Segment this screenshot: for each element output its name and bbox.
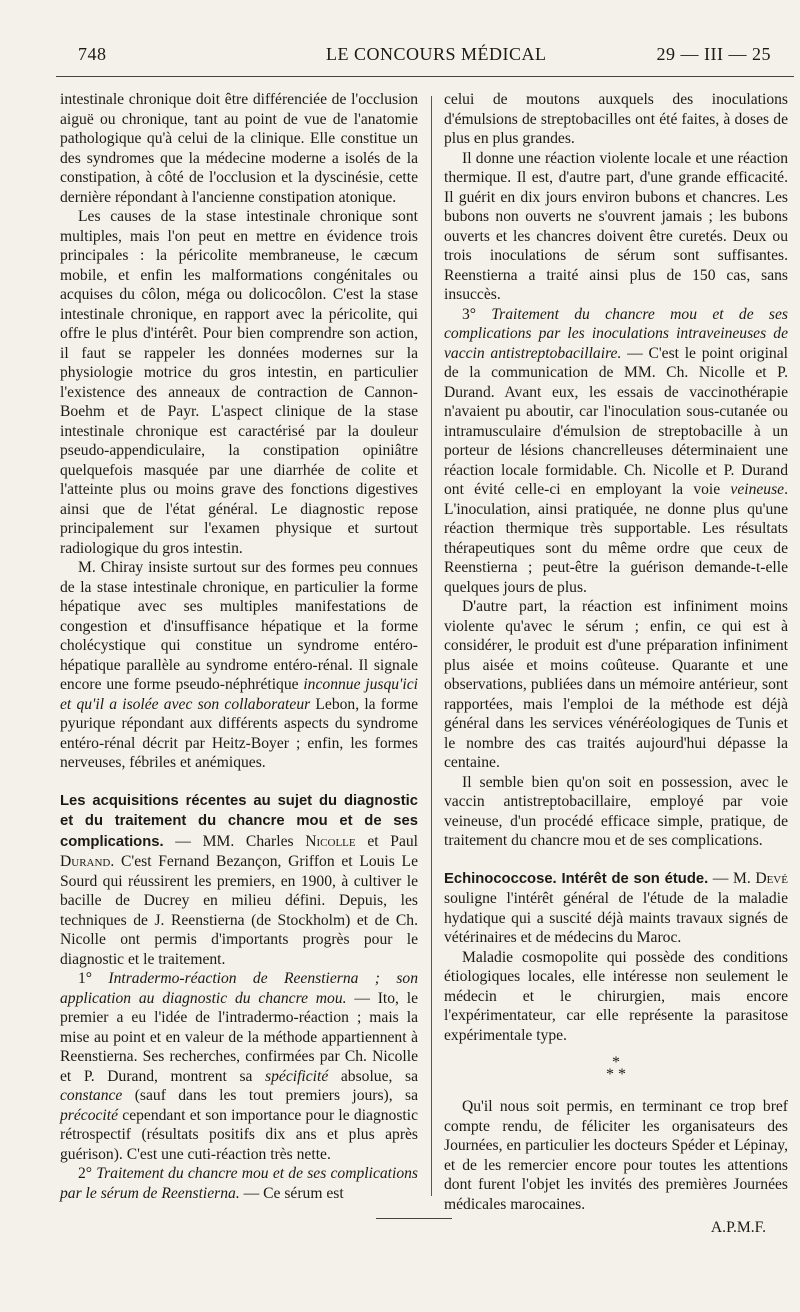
paragraph: Qu'il nous soit permis, en terminant ce trop bref compte rendu, de féliciter les organisateurs des Journées, en particulier les docteurs Spéder et Lépinay, et de les remercier encore pour toutes les attentions dont furent l'objet les invités des premières Journées médicales marocaines. — [444, 1098, 788, 1213]
author-name: Nicolle — [305, 832, 356, 850]
section-title: Les acquisitions récentes au sujet du diagnostic et du traitement du chancre mou et de ses complications. — [60, 792, 418, 850]
page-number: 748 — [78, 44, 107, 64]
author-name: Durand — [60, 853, 111, 870]
paragraph: M. Chiray insiste surtout sur des formes peu connues de la stase intestinale chronique, en particulier la forme hépatique avec ses multiples manifestations de congestion et d'insuffisance hépatique et la forme cholécystique qui constitue un syndrome entéro-hépatique parallèle au syndrome entéro-rénal. Il signale encore une forme pseudo-néphrétique inconnue jusqu'ici et qu'il a isolée avec son collaborateur Lebon, la forme pyurique répondant aux différents aspects du syndrome entéro-rénal décrit par Heitz-Boyer ; enfin, les formes nerveuses, fébriles et anémiques. — [60, 559, 419, 771]
paragraph: Il donne une réaction violente locale et une réaction thermique. Il est, d'autre part, d'une grande efficacité. Il guérit en dix jours environ bubons et chancres. Les bubons non ouverts ne s'ouvrent jamais ; les bubons ouverts et les chancres doivent être curetés. Deux ou trois inoculations de sérum sont suffisantes. Reenstierna a traité ainsi plus de 150 cas, sans insuccès. — [444, 149, 788, 303]
journal-title: LE CONCOURS MÉDICAL — [326, 44, 547, 64]
section-chancre-mou: Les acquisitions récentes au sujet du diagnostic et du traitement du chancre mou et de ses complications. — MM. Charles Nicolle et Paul Durand. C'est Fernand Bezançon, Griffon et Louis Le Sourd qui réussirent les premiers, en 1900, à cultiver le bacille de Ducrey en milieu défini. Depuis, les techniques de J. Reenstierna (de Stockholm) et de Ch. Nicolle ont permis d'importants progrès pour le diagnostic et le traitement. — [60, 792, 418, 968]
paragraph: D'autre part, la réaction est infiniment moins violente qu'avec le sérum ; enfin, ce qui est à considérer, le produit est d'une préparation infiniment plus aisée et moins coûteuse. Quarante et une observations, publiées dans un mémoire antérieur, sont rapportées, mais l'emploi de la méthode est déjà général dans les services vénéréologiques de Tunis et le nombre des cas traités aujourd'hui dépasse la centaine. — [444, 598, 788, 771]
header-rule — [56, 76, 794, 77]
asterism: * * * — [606, 1054, 626, 1083]
section-title: Echinococcose. Intérêt de son étude. — [444, 870, 709, 887]
author-name: Devé — [755, 869, 788, 887]
column-divider — [431, 96, 432, 1196]
paragraph: celui de moutons auxquels des inoculations d'émulsions de streptobacilles ont été faites, à doses de plus en plus grandes. — [444, 91, 788, 147]
paragraph: 3° Traitement du chancre mou et de ses complications par les inoculations intraveineuses de vaccin antistreptobacillaire. — C'est le point original de la communication de MM. Ch. Nicolle et P. Durand. Avant eux, les essais de vaccinothérapie n'avaient pu aboutir, car l'inoculation sous-cutanée ou intramusculaire d'émulsion de streptobacille à un porteur de lésions chancrelleuses déterminaient une réaction locale formidable. Ch. Nicolle et P. Durand ont évité celle-ci en employant la voie veineuse. L'inoculation, ainsi pratiquée, ne donne plus qu'une réaction thermique très supportable. Les résultats thérapeutiques sont du même ordre que ceux de Reenstierna ; peut-être la guérison demande-t-elle quelques jours de plus. — [444, 305, 788, 596]
footer-rule — [376, 1218, 452, 1219]
page-header — [78, 44, 776, 74]
paragraph: Maladie cosmopolite qui possède des conditions étiologiques locales, elle intéresse non seulement le médecin et le chirurgien, mais encore l'expérimentateur, car elle représente la parasitose expérimentale type. — [444, 948, 788, 1044]
paragraph: intestinale chronique doit être différenciée de l'occlusion aiguë ou chronique, tant au point de vue de l'anatomie pathologique qu'à celui de la clinique. Elle constitue un des syndromes que la médecine moderne a isolés de la constipation, à côté de l'occlusion et la dyscinésie, cette dernière répondant à l'ancienne constipation atonique. — [60, 91, 418, 206]
left-column — [60, 90, 418, 1203]
issue-date: 29 — III — 25 — [656, 44, 771, 64]
paragraph: Les causes de la stase intestinale chronique sont multiples, mais l'on peut en mettre en évidence trois principales : la péricolite membraneuse, le cæcum mobile, et enfin les malformations congénitales ou acquises du côlon, méga ou dolicocôlon. C'est la stase intestinale chronique, en rapport avec la péricolite, qui offre le plus d'intérêt. Pour bien comprendre son action, il faut se rappeler les données modernes sur la physiologie motrice du gros intestin, en particulier l'existence des anneaux de contraction de Cannon-Boehm et de Payr. L'aspect clinique de la stase intestinale chronique est caractérisé par la douleur pseudo-appendiculaire, la constipation opiniâtre quelquefois masquée par une diarrhée de colite et l'atteinte plus ou moins grave des fonctions digestives ainsi que de l'état général. Le diagnostic repose principalement sur l'examen physique et surtout radiologique du gros intestin. — [60, 208, 418, 557]
signature: A.P.M.F. — [710, 1219, 766, 1236]
right-column — [444, 90, 788, 1238]
paragraph: Il semble bien qu'on soit en possession, avec le vaccin antistreptobacillaire, employé par voie veineuse, d'un procédé efficace simple, pratique, de traitement du chancre mou et de ses complications. — [444, 773, 788, 849]
paragraph: 1° Intradermo-réaction de Reenstierna ; son application au diagnostic du chancre mou. — Ito, le premier a eu l'idée de l'intradermo-réaction ; mais la mise au point et en valeur de la méthode appartiennent à Reenstierna. Ses recherches, confirmées par Ch. Nicolle et P. Durand, montrent sa spécificité absolue, sa constance (sauf dans les tout premiers jours), sa précocité cependant et son importance pour le diagnostic rétrospectif (résultats positifs dix ans et plus après guérison). C'est une cuti-réaction très nette. — [60, 970, 419, 1163]
section-echinococcose: Echinococcose. Intérêt de son étude. — M. Devé souligne l'intérêt général de l'étude de la maladie hydatique qui a suscité déjà maints travaux signés de vétérinaires et de médecins du Maroc. — [444, 869, 788, 946]
paragraph: 2° Traitement du chancre mou et de ses complications par le sérum de Reenstierna. — Ce sérum est — [60, 1165, 418, 1202]
